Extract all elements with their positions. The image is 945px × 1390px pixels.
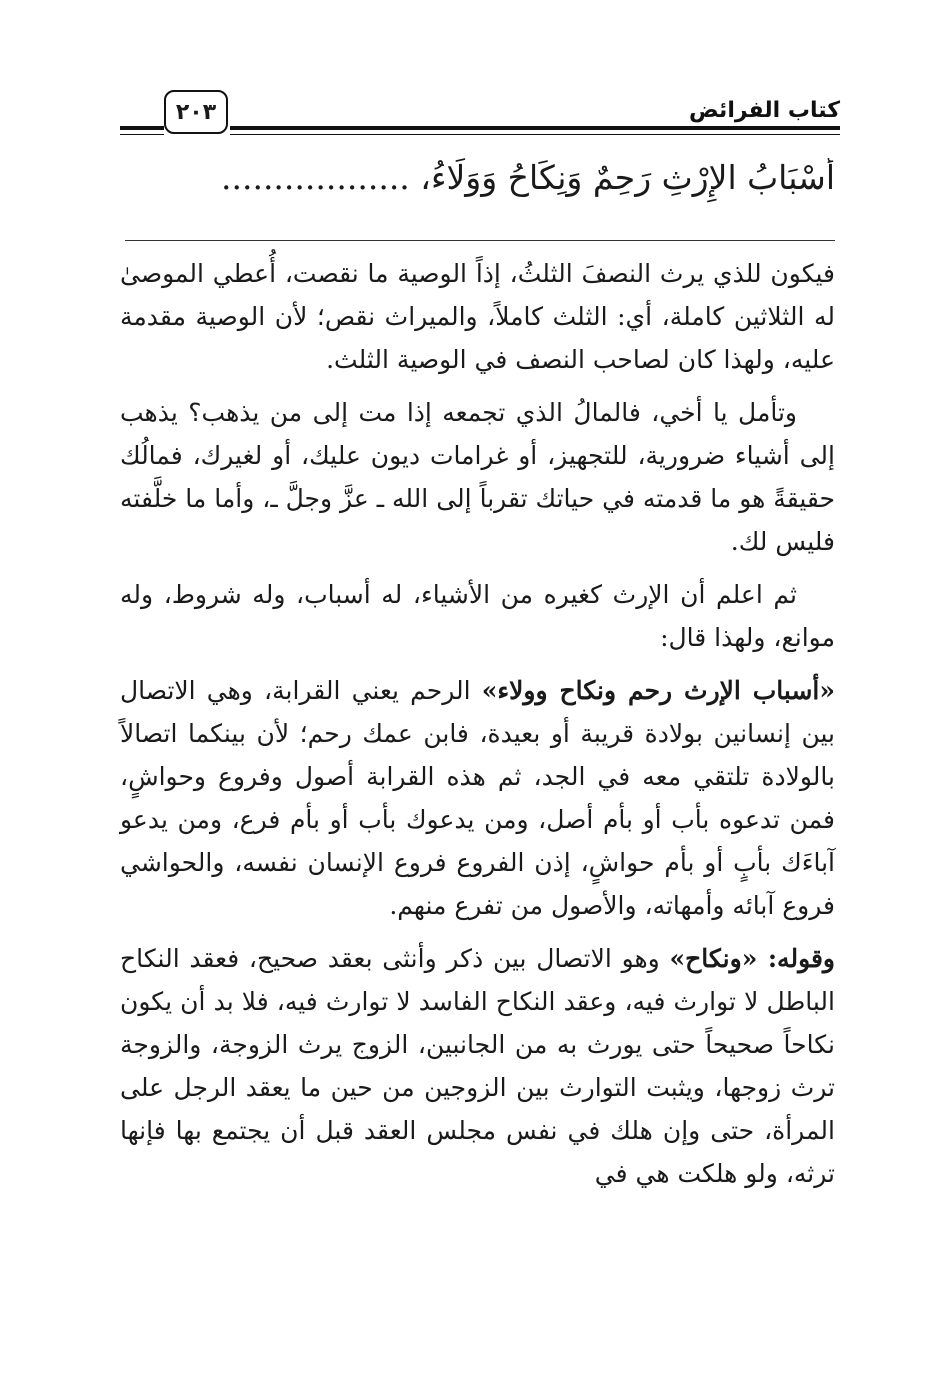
paragraph-5 — [120, 937, 835, 1195]
page-number-badge: ٢٠٣ — [164, 90, 228, 134]
verse-separator-rule — [125, 240, 835, 241]
body-text — [120, 252, 835, 1205]
paragraph-text: فيكون للذي يرث النصفَ الثلثُ، إذاً الوصية ما نقصت، أُعطي الموصىٰ له الثلاثين كاملة، أي: الثلث كاملاً، والميراث نقص؛ لأن الوصية مقدمة عليه، ولهذا كان لصاحب النصف في الوصية الثلث. — [120, 259, 835, 374]
verse-line: أَسْبَابُ الإِرْثِ رَحِمٌ وَنِكَاحُ وَوَلَاءُ، .................. — [220, 158, 835, 197]
paragraph-text: ثم اعلم أن الإرث كغيره من الأشياء، له أسباب، وله شروط، وله موانع، ولهذا قال: — [120, 580, 835, 652]
paragraph-text: وتأمل يا أخي، فالمالُ الذي تجمعه إذا مت إلى من يذهب؟ يذهب إلى أشياء ضرورية، للتجهيز، أو غرامات ديون عليك، أو لغيرك، فمالُك حقيقةً هو ما قدمته في حياتك تقرباً إلى الله ـ عزَّ وجلَّ ـ، وأما ما خلَّفته فليس لك. — [120, 398, 835, 556]
paragraph-2 — [120, 391, 835, 563]
paragraph-3 — [120, 573, 835, 659]
paragraph-1 — [120, 252, 835, 381]
paragraph-4 — [120, 669, 835, 927]
running-head-title: كتاب الفرائض — [689, 98, 840, 123]
quoted-matn: «أسباب الإرث رحم ونكاح وولاء» — [481, 676, 835, 705]
page-header — [120, 90, 840, 150]
paragraph-text: الرحم يعني القرابة، وهي الاتصال بين إنسانين بولادة قريبة أو بعيدة، فابن عمك رحم؛ لأن بينكما اتصالاً بالولادة تلتقي معه في الجد، ثم هذه القرابة أصول وفروع وحواشٍ، فمن تدعوه بأب أو بأم أصل، ومن يدعوك بأب أو بأم فرع، ومن يدعو آباءَك بأبٍ أو بأم حواشٍ، إذن الفروع فروع الإنسان نفسه، والحواشي فروع آبائه وأمهاته، والأصول من تفرع منهم. — [120, 676, 835, 920]
paragraph-text: وهو الاتصال بين ذكر وأنثى بعقد صحيح، فعقد النكاح الباطل لا توارث فيه، وعقد النكاح الفاسد لا توارث فيه، فلا بد أن يكون نكاحاً صحيحاً حتى يورث به من الجانبين، الزوج يرث الزوجة، والزوجة ترث زوجها، ويثبت التوارث بين الزوجين من حين ما يعقد الرجل على المرأة، حتى وإن هلك في نفس مجلس العقد قبل أن يجتمع بها فإنها ترثه، ولو هلكت هي في — [120, 944, 835, 1188]
quoted-matn: وقوله: «ونكاح» — [669, 944, 836, 973]
